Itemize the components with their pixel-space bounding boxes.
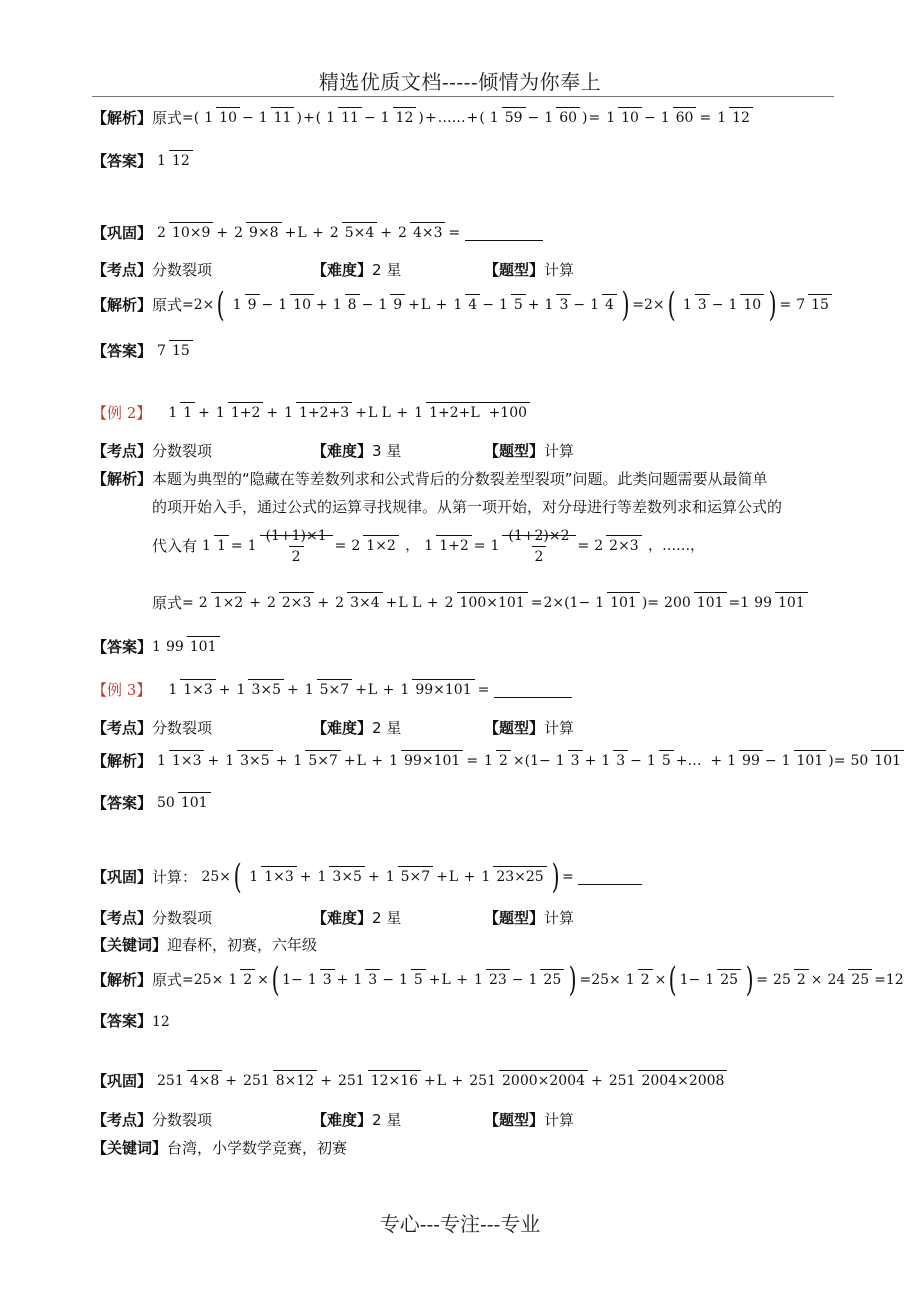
label-gonggu: 【巩固】	[92, 868, 153, 886]
kaodian-value: 分数裂项	[152, 719, 213, 737]
yuanshi-text: 原式	[152, 109, 183, 127]
nandu-value: 2 星	[372, 261, 402, 279]
kaodian-row	[92, 904, 212, 932]
nandu-row	[312, 437, 401, 465]
gonggu-line-3	[92, 857, 642, 897]
label-example-2: 【例 2】	[92, 404, 152, 422]
label-daan: 【答案】	[92, 794, 153, 812]
label-tixing: 【题型】	[484, 1111, 545, 1129]
page-footer: 专心---专注---专业	[379, 1212, 541, 1236]
label-jiexi: 【解析】	[92, 109, 153, 127]
kaodian-value: 分数裂项	[152, 909, 213, 927]
gonggu-line-1	[92, 218, 543, 248]
label-daan: 【答案】	[92, 1012, 153, 1030]
label-nandu: 【难度】	[312, 1111, 373, 1129]
math-answer: 1 12	[152, 146, 195, 176]
label-keywords: 【关键词】	[92, 936, 168, 954]
kaodian-row	[92, 437, 212, 465]
label-daan: 【答案】	[92, 638, 153, 656]
math-expression: 251 4×8 + 251 8×12 + 251 12×16 + L + 251 2000×2004 + 251 2004×2008	[152, 1066, 729, 1096]
keywords-row	[92, 931, 317, 959]
tixing-row	[484, 256, 574, 284]
math-answer: 50 101	[152, 788, 213, 818]
math-answer: 7 15	[152, 336, 195, 366]
answer-line-1	[92, 146, 195, 176]
math-expression: 1 1×3 + 1 3×5 + 1 5×7 + L + 1 99×101 = 1 2 ×(1− 1 3 + 1 3 − 1 5 +… + 1 99 − 1 101 )= 50 101	[152, 746, 906, 776]
math-expression: 25× ( 1 1×3 + 1 3×5 + 1 5×7 + L + 1 23×25 ) =	[197, 860, 642, 894]
kaodian-value: 分数裂项	[152, 261, 213, 279]
label-daan: 【答案】	[92, 342, 153, 360]
answer-whole: 1	[152, 639, 161, 655]
math-expression: 1 1 + 1 1+2 + 1 1+2+3 + L L + 1 1+2+L +100	[163, 398, 532, 428]
nandu-row	[312, 904, 401, 932]
label-nandu: 【难度】	[312, 719, 373, 737]
label-example-3: 【例 3】	[92, 681, 152, 699]
math-expression: 1 1 = 1 $\frac{(1+1)\times 1}{2}$ = 2 1×2 ， 1 1+2 = 1 $\frac{(1+2)\times 2}{2}$ = 2 2×3 ，……，	[202, 527, 705, 565]
header-rule	[92, 96, 834, 97]
answer-numerator: 99	[165, 639, 184, 655]
solution-line-4	[92, 746, 906, 776]
solution-line-2	[92, 285, 834, 325]
jisuan-text: 计算：	[152, 868, 198, 886]
nandu-row	[312, 1106, 401, 1134]
kaodian-value: 分数裂项	[152, 1111, 213, 1129]
yuanshi-text: 原式	[152, 594, 183, 612]
solution-derivation	[152, 524, 704, 568]
label-nandu: 【难度】	[312, 442, 373, 460]
tixing-value: 计算	[544, 909, 575, 927]
keywords-value: 台湾，小学数学竞赛，初赛	[167, 1139, 348, 1157]
answer-denominator: 101	[187, 636, 220, 655]
tixing-value: 计算	[544, 719, 575, 737]
math-expression: =2× ( 1 9 − 1 10 + 1 8 − 1 9 + L + 1 4 − 1 5 + 1 3 − 1 4 ) =2× ( 1 3 − 1 10 ) = 7 15	[182, 288, 834, 322]
kaodian-row	[92, 256, 212, 284]
answer-line-2	[92, 336, 195, 366]
label-jiexi: 【解析】	[92, 971, 153, 989]
label-nandu: 【难度】	[312, 909, 373, 927]
tixing-value: 计算	[544, 261, 575, 279]
answer-value: 12	[152, 1014, 170, 1030]
label-jiexi: 【解析】	[92, 470, 153, 488]
label-tixing: 【题型】	[484, 261, 545, 279]
math-expression: 2 10×9 + 2 9×8 + L + 2 5×4 + 2 4×3 =	[152, 218, 543, 248]
solution-line-3	[152, 588, 810, 618]
label-gonggu: 【巩固】	[92, 224, 153, 242]
label-kaodian: 【考点】	[92, 909, 153, 927]
nandu-value: 3 星	[372, 442, 402, 460]
label-tixing: 【题型】	[484, 719, 545, 737]
keywords-value: 迎春杯，初赛，六年级	[167, 936, 318, 954]
nandu-value: 2 星	[372, 719, 402, 737]
example-2-line	[92, 398, 532, 428]
tixing-row	[484, 904, 574, 932]
kaodian-row	[92, 1106, 212, 1134]
kaodian-value: 分数裂项	[152, 442, 213, 460]
keywords-row	[92, 1134, 347, 1162]
solution-line-1	[92, 103, 755, 133]
label-jiexi: 【解析】	[92, 296, 153, 314]
yuanshi-text: 原式	[152, 296, 183, 314]
math-answer	[152, 632, 221, 662]
tixing-row	[484, 437, 574, 465]
label-keywords: 【关键词】	[92, 1139, 168, 1157]
page-header: 精选优质文档-----倾情为你奉上	[318, 70, 602, 94]
nandu-row	[312, 714, 401, 742]
label-tixing: 【题型】	[484, 442, 545, 460]
solution-paragraph-3: 代入有	[152, 537, 198, 555]
solution-paragraph-2: 的项开始入手，通过公式的运算寻找规律。从第一项开始，对分母进行等差数列求和运算公式的	[152, 498, 783, 516]
tixing-row	[484, 714, 574, 742]
label-daan: 【答案】	[92, 152, 153, 170]
solution-paragraph-1: 本题为典型的“隐藏在等差数列求和公式背后的分数裂差型裂项”问题。此类问题需要从最简单	[152, 470, 768, 488]
label-nandu: 【难度】	[312, 261, 373, 279]
label-jiexi: 【解析】	[92, 752, 153, 770]
gonggu-line-4	[92, 1066, 729, 1096]
solution-line-5	[92, 960, 904, 1000]
answer-line-5	[92, 1007, 170, 1035]
example-3-line	[92, 675, 572, 705]
math-expression: =25× 1 2 × ( 1− 1 3 + 1 3 − 1 5 + L + 1 23 − 1 25 ) =25× 1 2 × ( 1− 1 25 ) = 25 2 × 24 25 =12	[182, 960, 904, 1000]
tixing-value: 计算	[544, 1111, 575, 1129]
math-expression: = ( 1 10 − 1 11 ) + ( 1 11 − 1 12 ) + …… + ( 1 59 − 1 60 ) = 1 10 − 1 60 = 1 12	[182, 103, 755, 133]
answer-line-3	[92, 632, 222, 662]
tixing-row	[484, 1106, 574, 1134]
tixing-value: 计算	[544, 442, 575, 460]
label-kaodian: 【考点】	[92, 442, 153, 460]
kaodian-row	[92, 714, 212, 742]
label-kaodian: 【考点】	[92, 1111, 153, 1129]
nandu-value: 2 星	[372, 1111, 402, 1129]
nandu-row	[312, 256, 401, 284]
label-kaodian: 【考点】	[92, 261, 153, 279]
solution-label-row	[92, 465, 768, 493]
math-expression: = 2 1×2 + 2 2×3 + 2 3×4 + L L + 2 100×101 = 2×(1− 1 101 )= 200 101 =1 99 101	[182, 588, 810, 618]
answer-line-4	[92, 788, 213, 818]
label-kaodian: 【考点】	[92, 719, 153, 737]
nandu-value: 2 星	[372, 909, 402, 927]
label-gonggu: 【巩固】	[92, 1072, 153, 1090]
label-tixing: 【题型】	[484, 909, 545, 927]
yuanshi-text: 原式	[152, 971, 183, 989]
math-expression: 1 1×3 + 1 3×5 + 1 5×7 + L + 1 99×101 =	[163, 675, 572, 705]
